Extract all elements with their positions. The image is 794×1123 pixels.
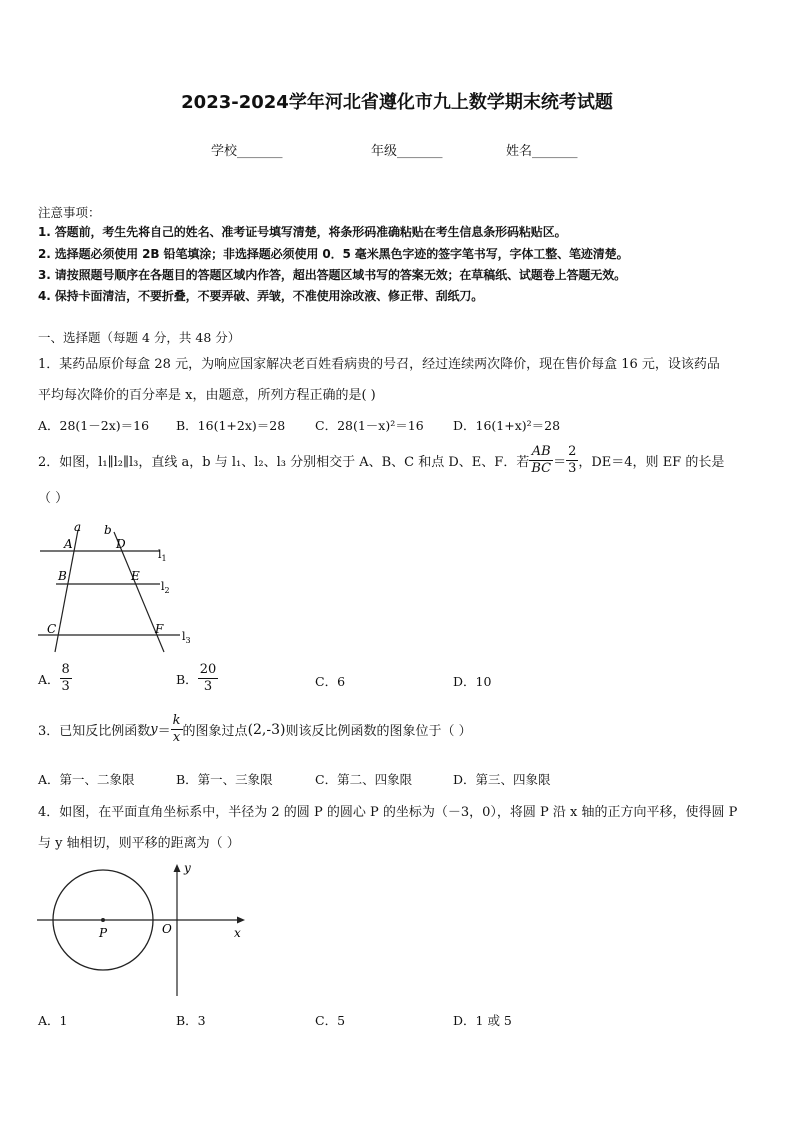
q4-option-b: B．3 (176, 1013, 206, 1028)
q3-option-c: C．第二、四象限 (315, 772, 413, 787)
q2-option-a (38, 662, 72, 695)
q3-point: (2,-3) (247, 721, 286, 738)
q4-line1: 4．如图，在平面直角坐标系中，半径为 2 的圆 P 的圆心 P 的坐标为（－3，0），将圆 P 沿 x 轴的正方向平移，使得圆 P (38, 805, 738, 820)
label-B: B (58, 569, 67, 583)
note-item: 1. 答题前，考生先将自己的姓名、准考证号填写清楚，将条形码准确粘贴在考生信息条形码粘贴区。 (38, 225, 567, 239)
y-axis-arrow-icon (174, 864, 181, 872)
q2-ratio-value (566, 444, 578, 477)
label-F: F (155, 622, 164, 636)
q1-option-b: B．16(1+2x)＝28 (176, 418, 286, 433)
q2-option-d: D．10 (453, 674, 492, 689)
equals-sign: ＝ (157, 724, 171, 739)
fraction-numerator: 20 (199, 662, 217, 677)
q2-option-c: C．6 (315, 674, 346, 689)
q1-option-a: A．28(1－2x)＝16 (38, 418, 150, 433)
q1-option-d: D．16(1+x)²＝28 (453, 418, 561, 433)
q4-line2: 与 y 轴相切，则平移的距离为（ ） (38, 836, 240, 851)
option-label: A． (38, 671, 60, 687)
fraction-denominator: 3 (568, 461, 577, 476)
fraction-denominator: BC (531, 461, 552, 476)
label-a: a (74, 520, 82, 534)
q3-option-a: A．第一、二象限 (38, 772, 135, 787)
q1-option-c: C．28(1－x)²＝16 (315, 418, 424, 433)
fraction-numerator: 8 (61, 662, 70, 677)
q3-line1 (38, 713, 472, 746)
label-l2: $l_2$ (161, 580, 170, 595)
q4-option-a: A．1 (38, 1013, 68, 1028)
grade-field: 年级_______ (371, 144, 443, 159)
q3-text-post: 则该反比例函数的图象位于（ ） (285, 724, 472, 739)
q3-option-b: B．第一、三象限 (176, 772, 273, 787)
q3-function-fraction (171, 713, 183, 746)
coordinate-circle-figure (34, 858, 248, 1000)
note-item: 4. 保持卡面清洁，不要折叠，不要弄破、弄皱，不准使用涂改液、修正带、刮纸刀。 (38, 289, 484, 303)
label-O: O (162, 922, 172, 936)
note-item: 3. 请按照题号顺序在各题目的答题区域内作答，超出答题区域书写的答案无效；在草稿纸、试题卷上答题无效。 (38, 268, 626, 282)
q2-ratio-fraction (529, 444, 553, 477)
label-E: E (131, 569, 140, 583)
fraction-denominator: 3 (61, 679, 70, 694)
option-label: B． (176, 671, 198, 687)
label-x: x (234, 926, 241, 940)
q3-text-pre: 3．已知反比例函数 (38, 724, 151, 739)
fraction-numerator: k (172, 713, 181, 728)
school-field: 学校_______ (211, 144, 283, 159)
page-title: 2023-2024学年河北省遵化市九上数学期末统考试题 (181, 92, 613, 113)
option-fraction (60, 662, 72, 695)
label-b: b (104, 523, 112, 537)
q2-option-b (176, 662, 218, 695)
section-heading: 一、选择题（每题 4 分，共 48 分） (38, 330, 241, 345)
var-y: y (150, 722, 158, 737)
fraction-denominator: x (172, 730, 181, 745)
label-l3: $l_3$ (182, 630, 191, 645)
label-A: A (64, 537, 73, 551)
q4-option-d: D．1 或 5 (453, 1013, 512, 1028)
q3-text-mid: 的图象过点 (182, 724, 248, 739)
parallel-lines-figure (30, 518, 210, 658)
fraction-numerator: 2 (568, 444, 577, 459)
q4-option-c: C．5 (315, 1013, 346, 1028)
label-l1: $l_1$ (158, 548, 167, 563)
fraction-denominator: 3 (203, 679, 213, 694)
option-fraction (198, 662, 219, 695)
q2-text-pre: 2．如图，l₁∥l₂∥l₃，直线 a，b 与 l₁、l₂、l₃ 分别相交于 A、B、C 和点 D、E、F．若 (38, 455, 530, 470)
q3-option-d: D．第三、四象限 (453, 772, 551, 787)
label-D: D (116, 537, 126, 551)
q1-line1: 1．某药品原价每盒 28 元，为响应国家解决老百姓看病贵的号召，经过连续两次降价，现在售价每盒 16 元，设该药品 (38, 357, 720, 372)
center-point (101, 918, 105, 922)
q1-line2: 平均每次降价的百分率是 x，由题意，所列方程正确的是( ) (38, 388, 376, 403)
equals-sign: ＝ (553, 455, 567, 470)
label-C: C (47, 622, 57, 636)
q2-line1 (38, 444, 724, 477)
label-y: y (184, 861, 191, 875)
notes-heading: 注意事项： (38, 205, 101, 220)
q2-line2: （ ） (38, 491, 69, 506)
name-field: 姓名_______ (506, 144, 578, 159)
label-P: P (99, 926, 108, 940)
note-item: 2. 选择题必须使用 2B 铅笔填涂；非选择题必须使用 0．5 毫米黑色字迹的签字笔书写，字体工整、笔迹清楚。 (38, 247, 629, 261)
fraction-numerator: AB (529, 444, 553, 461)
x-axis-arrow-icon (237, 917, 245, 924)
q2-text-post: ，DE＝4，则 EF 的长是 (578, 455, 725, 470)
